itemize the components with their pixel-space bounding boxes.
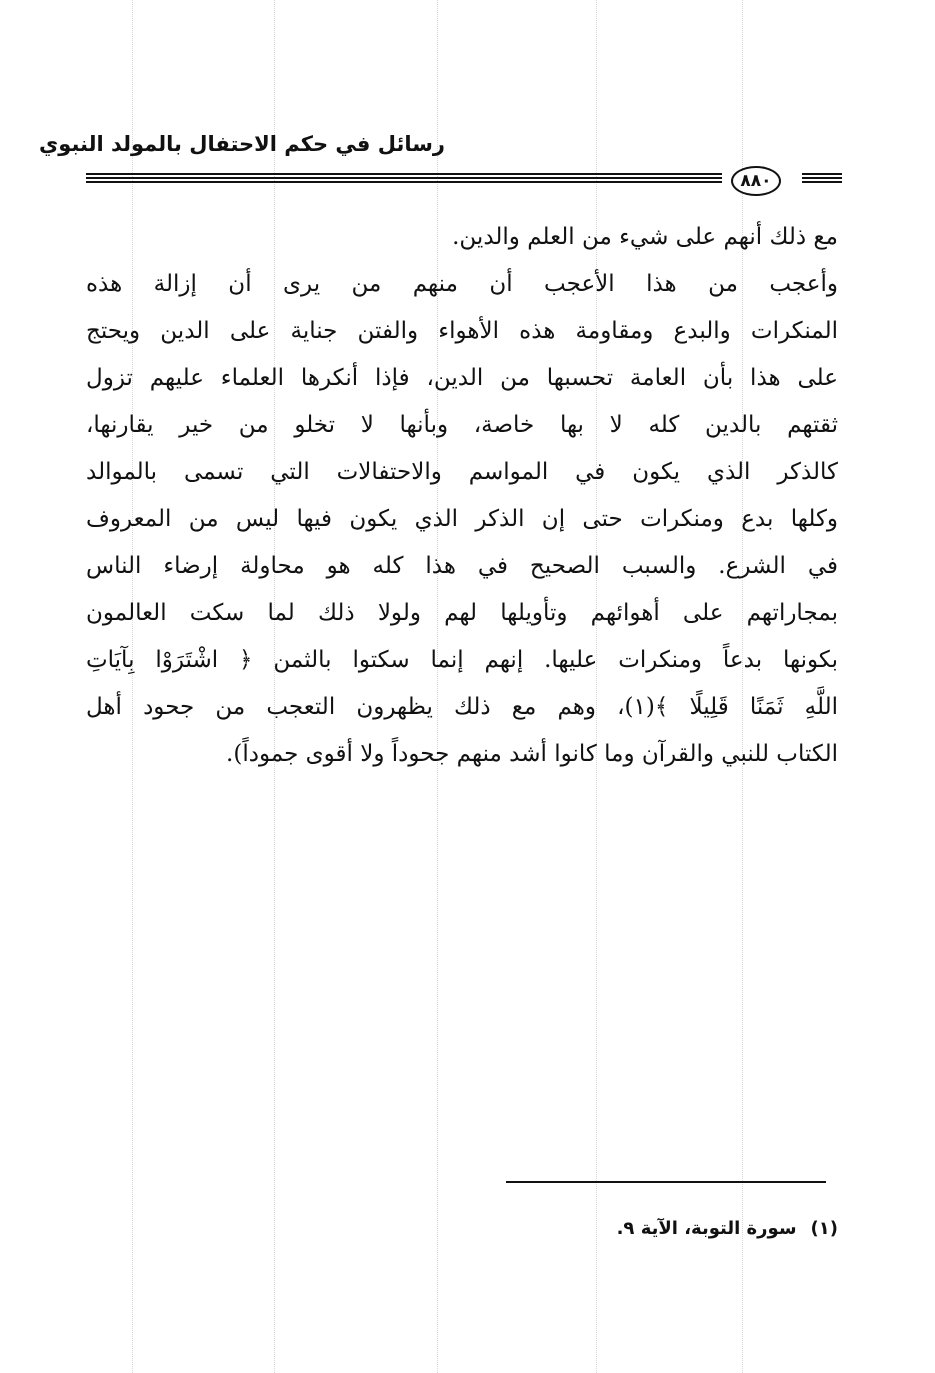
- text-line: كالذكر الذي يكون في المواسم والاحتفالات التي تسمى بالموالد: [86, 459, 838, 485]
- footnote: [500, 1214, 838, 1244]
- text-line: الكتاب للنبي والقرآن وما كانوا أشد منهم جحوداً ولا أقوى جموداً).: [226, 741, 838, 767]
- text-line: اللَّهِ ثَمَنًا قَلِيلًا ﴾(١)، وهم مع ذلك يظهرون التعجب من جحود أهل: [86, 694, 838, 720]
- text-line: ثقتهم بالدين كله لا بها خاصة، وبأنها لا تخلو من خير يقارنها،: [86, 412, 838, 438]
- header-rule-left: [86, 173, 722, 185]
- text-line: مع ذلك أنهم على شيء من العلم والدين.: [452, 224, 838, 250]
- running-header-title: رسائل في حكم الاحتفال بالمولد النبوي: [39, 132, 445, 156]
- footnote-text: سورة التوبة، الآية ٩.: [616, 1218, 797, 1239]
- text-line: على هذا بأن العامة تحسبها من الدين، فإذا أنكرها العلماء عليهم تزول: [86, 365, 838, 391]
- header-rule: [86, 170, 842, 191]
- footnote-separator: [506, 1181, 826, 1183]
- footnote-marker: (١): [810, 1218, 838, 1239]
- body-text: [86, 214, 838, 778]
- header-rule-right: [802, 173, 842, 185]
- text-line: بمجاراتهم على أهوائهم وتأويلها لهم ولولا ذلك لما سكت العالمون: [86, 600, 838, 626]
- text-line: في الشرع. والسبب الصحيح في هذا كله هو محاولة إرضاء الناس: [86, 553, 838, 579]
- text-line: وكلها بدع ومنكرات حتى إن الذكر الذي يكون فيها ليس من المعروف: [86, 506, 838, 532]
- page-number: ٨٨٠: [731, 166, 781, 196]
- text-line: بكونها بدعاً ومنكرات عليها. إنهم إنما سكتوا بالثمن ﴿ اشْتَرَوْا بِآيَاتِ: [86, 647, 838, 673]
- text-line: المنكرات والبدع ومقاومة هذه الأهواء والفتن جناية على الدين ويحتج: [86, 318, 838, 344]
- text-line: وأعجب من هذا الأعجب أن منهم من يرى أن إزالة هذه: [86, 271, 838, 297]
